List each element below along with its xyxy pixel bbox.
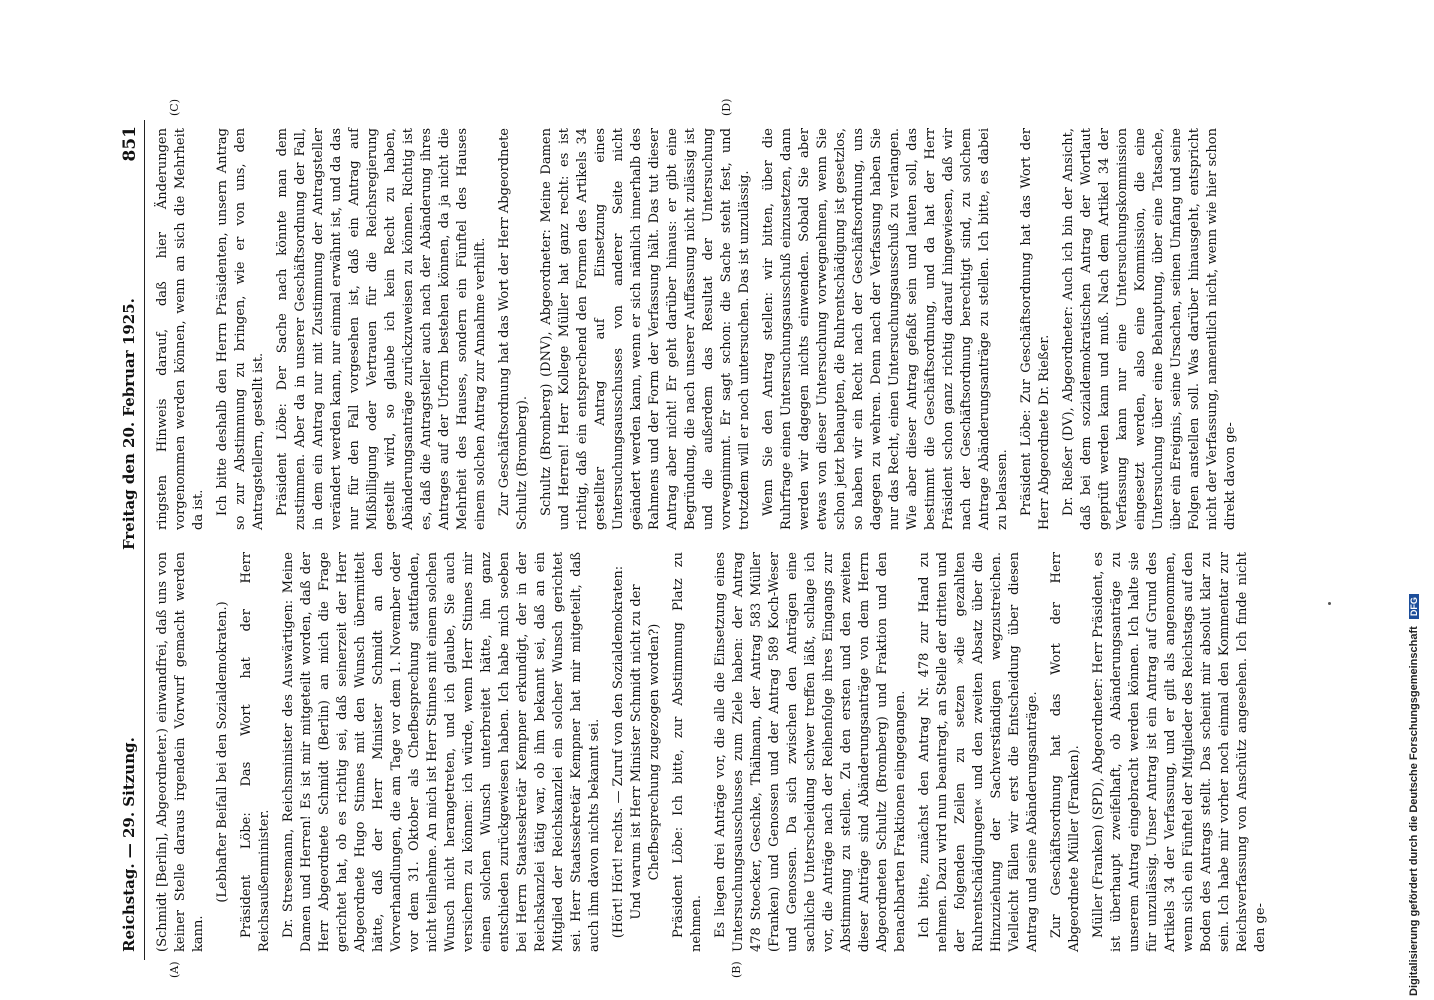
digitization-credit xyxy=(1408,6,1420,996)
paragraph: Zur Geschäftsordnung hat das Wort der Herr Abgeordnete Müller (Franken). xyxy=(1049,552,1082,952)
paragraph: Müller (Franken) (SPD), Abgeordneter: Herr Präsident, es ist überhaupt zweifelhaft, ob Abänderungsanträge zu unserem Antrag eingebracht werden können. Ich halte sie für unzulässig. Unser Antrag ist ein Antrag auf Grund des Artikels 34 der Verfassung, und er gilt als angenommen, wenn sich ein Fünftel der Mitglieder des Reichstags auf den Boden des Antrags stellt. Das scheint mir absolut klar zu sein. Ich habe mir vorher noch einmal den Kommentar zur Reichsverfassung von Anschütz angesehen. Ich finde nicht den ge- xyxy=(1091,552,1268,952)
paragraph: Es liegen drei Anträge vor, die alle die Einsetzung eines Untersuchungsausschusses zum Ziele haben: der Antrag 478 Stoecker, Geschke, Thälmann, der Antrag 583 Müller (Franken) und Genossen und der Antrag 589 Koch-Weser und Genossen. Da sich zwischen den Anträgen eine sachliche Unterscheidung schwer treffen läßt, schlage ich vor, die Anträge nach der Reihenfolge ihres Eingangs zur Abstimmung zu stellen. Zu den ersten und den zweiten dieser Anträge sind Abänderungsanträge von dem Herrn Abgeordneten Schultz (Bromberg) und Fraktion und den benachbarten Fraktionen eingegangen. xyxy=(713,552,908,952)
paragraph: Ich bitte, zunächst den Antrag Nr. 478 zur Hand zu nehmen. Dazu wird nun beantragt, an Stelle der dritten und der folgenden Zeilen zu setzen »die gezahlten Ruhrentschädigungen« und den zweiten Absatz über die Hinzuziehung der Sachverständigen wegzustreichen. Vielleicht fällen wir erst die Entscheidung über diesen Antrag und seine Abänderungsanträge. xyxy=(917,552,1040,952)
header-date: Freitag den 20. Februar 1925. xyxy=(120,298,138,550)
margin-mark-c: (C) xyxy=(168,99,181,116)
paragraph: Präsident Löbe: Ich bitte, zur Abstimmung Platz zu nehmen. xyxy=(671,552,704,952)
credit-text: Digitalisierung gefördert durch die Deutsche Forschungsgemeinschaft xyxy=(1408,626,1420,996)
margin-mark-d: (D) xyxy=(720,98,733,116)
paragraph: (Schmidt [Berlin], Abgeordneter.) einwandfrei, daß uns von keiner Stelle daraus irgendein Vorwurf gemacht werden kann. xyxy=(155,552,206,952)
paragraph: ringsten Hinweis darauf, daß hier Änderungen vorgenommen werden können, wenn an sich die Mehrheit da ist. xyxy=(155,128,206,530)
paragraph: Wenn Sie den Antrag stellen: wir bitten, über die Ruhrfrage einen Untersuchungsausschuß einzusetzen, dann werden wir dagegen nichts einwenden. Sobald Sie aber etwas von dieser Untersuchung vorwegnehmen, wenn Sie schon jetzt behaupten, die Ruhrentschädigung ist gesetzlos, so haben wir ein Recht nach der Geschäftsordnung, uns dagegen zu wehren. Denn nach der Verfassung haben Sie nur das Recht, einen Untersuchungsausschuß zu verlangen. Wie aber dieser Antrag gefaßt sein und lauten soll, das bestimmt die Geschäftsordnung, und da hat der Herr Präsident schon ganz richtig darauf hingewiesen, daß wir nach der Geschäftsordnung berechtigt sind, zu solchem Antrage Abänderungsanträge zu stellen. Ich bitte, es dabei zu belassen. xyxy=(761,128,1010,530)
page-number: 851 xyxy=(120,126,140,162)
dfg-logo-badge: DFG xyxy=(1409,594,1419,619)
running-header xyxy=(120,120,142,960)
paragraph: Schultz (Bromberg) (DNV), Abgeordneter: Meine Damen und Herren! Herr Kollege Müller hat ganz recht: es ist richtig, daß ein entsprechend den Formen des Artikels 34 gestellter Antrag auf Einsetzung eines Untersuchungsausschusses von anderer Seite nicht geändert werden kann, wenn er sich nämlich innerhalb des Rahmens und der Form der Verfassung hält. Das tut dieser Antrag aber nicht! Er geht darüber hinaus: er gibt eine Begründung, die nach unserer Auffassung nicht zulässig ist und die außerdem das Resultat der Untersuchung vorwegnimmt. Er sagt schon: die Sache steht fest, und trotzdem will er noch untersuchen. Das ist unzulässig. xyxy=(539,128,752,530)
header-session: Reichstag. — 29. Sitzung. xyxy=(120,737,138,952)
rotated-text-block xyxy=(120,98,1410,978)
paragraph: Präsident Löbe: Der Sache nach könnte man dem zustimmen. Aber da in unserer Geschäftsordnung der Fall, in dem ein Antrag nur mit Zustimmung der Antragsteller verändert werden kann, nur einmal erwähnt ist, und da das nur für den Fall vorgesehen ist, daß ein Antrag auf Mißbilligung oder Vertrauen für die Reichsregierung gestellt wird, so glaube ich kein Recht zu haben, Abänderungsanträge zurückzuweisen zu können. Richtig ist es, daß die Antragsteller auch nach der Abänderung ihres Antrages auf der Urform bestehen können, da ja nicht die Mehrheit des Hauses, sondern ein Fünftel des Hauses einem solchen Antrag zur Annahme verhilft. xyxy=(275,128,488,530)
paragraph: Dr. Rießer (DV), Abgeordneter: Auch ich bin der Ansicht, daß bei dem sozialdemokratischen Antrag der Wortlaut geprüft werden kann und muß. Nach dem Artikel 34 der Verfassung kann nur eine Untersuchungskommission eingesetzt werden, also eine Kommission, die eine Untersuchung über eine Behauptung, über eine Tatsache, über ein Ereignis, seine Ursachen, seinen Umfang und seine Folgen anstellen soll. Was darüber hinausgeht, entspricht nicht der Verfassung, namentlich nicht, wenn wie hier schon direkt davon ge- xyxy=(1061,128,1238,530)
margin-mark-b: (B) xyxy=(730,961,743,978)
paragraph: Ich bitte deshalb den Herrn Präsidenten, unsern Antrag so zur Abstimmung zu bringen, wie er von uns, den Antragstellern, gestellt ist. xyxy=(215,128,266,530)
paragraph: Präsident Löbe: Das Wort hat der Herr Reichsaußenminister. xyxy=(239,552,272,952)
text-column-right xyxy=(154,128,1246,530)
scan-speck xyxy=(1328,602,1331,605)
paragraph: (Lebhafter Beifall bei den Sozialdemokraten.) xyxy=(215,601,230,903)
text-column-left xyxy=(154,552,1276,952)
margin-mark-a: (A) xyxy=(168,961,181,978)
paragraph: (Hört! Hört! rechts. — Zuruf von den Sozialdemokraten: Und warum ist Herr Minister Schmidt nicht zu der Chefbesprechung zugezogen worden?) xyxy=(611,565,662,939)
header-rule xyxy=(144,120,145,960)
paragraph: Präsident Löbe: Zur Geschäftsordnung hat das Wort der Herr Abgeordnete Dr. Rießer. xyxy=(1019,128,1052,530)
paragraph: Dr. Stresemann, Reichsminister des Auswärtigen: Meine Damen und Herren! Es ist mir mitgeteilt worden, daß der Herr Abgeordnete Schmidt (Berlin) an mich die Frage gerichtet hat, ob es richtig sei, daß seinerzeit der Herr Abgeordnete Hugo Stinnes mit den Wunsch übermittelt hätte, daß der Herr Minister Schmidt an den Vorverhandlungen, die am Tage vor dem 1. November oder vor dem 31. Oktober als Chefbesprechung stattfanden, nicht teilnehme. An mich ist Herr Stinnes mit einem solchen Wunsch nicht herangetreten, und ich glaube, Sie auch versichern zu können: ich würde, wenn Herr Stinnes mir einen solchen Wunsch unterbreitet hätte, ihn ganz entschieden zurückgewiesen haben. Ich habe mich soeben bei Herrn Staatssekretär Kempner erkundigt, der in der Reichskanzlei tätig war, ob ihm bekannt sei, daß an ein Mitglied der Reichskanzlei ein solcher Wunsch gerichtet sei. Herr Staatssekretär Kempner hat mir mitgeteilt, daß auch ihm davon nichts bekannt sei. xyxy=(281,552,602,952)
paragraph: Zur Geschäftsordnung hat das Wort der Herr Abgeordnete Schultz (Bromberg). xyxy=(497,128,530,530)
